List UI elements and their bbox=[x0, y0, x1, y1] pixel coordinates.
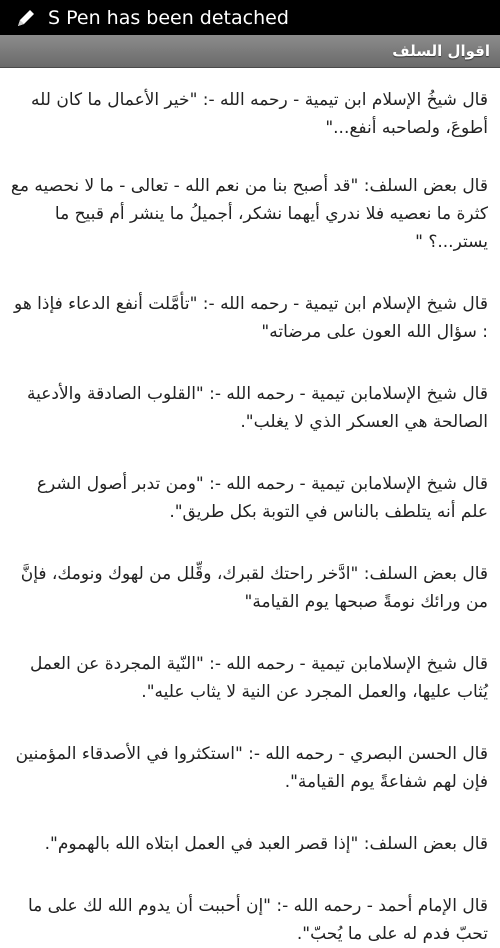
quote-item: قال شيخ الإسلامابن تيمية - رحمه الله -: "النّية المجردة عن العمل يُثاب عليها، والعمل المجرد عن النية لا يثاب عليه". bbox=[30, 654, 488, 702]
quote-item: قال شيخ الإسلامابن تيمية - رحمه الله -: "القلوب الصادقة والأدعية الصالحة هي العسكر الذي لا يغلب". bbox=[26, 384, 488, 432]
page-header bbox=[0, 35, 500, 68]
status-bar bbox=[0, 0, 500, 35]
pen-icon bbox=[12, 4, 40, 32]
quote-item: قال شيخُ الإسلام ابن تيمية - رحمه الله -: "خير الأعمال ما كان لله أطوعَ، ولصاحبه أنفع..." bbox=[31, 90, 488, 138]
quote-item: قال شيخ الإسلام ابن تيمية - رحمه الله -: "تأمَّلت أنفع الدعاء فإذا هو : سؤال الله العون على مرضاته" bbox=[14, 294, 488, 342]
quotes-list[interactable] bbox=[0, 68, 500, 944]
quote-item: قال بعض السلف: "قد أصبح بنا من نعم الله - تعالى - ما لا نحصيه مع كثرة ما نعصيه فلا ندري أيهما نشكر، أجميلُ ما ينشر أم قبيح ما يستر...؟ " bbox=[10, 176, 488, 252]
quote-item: قال الحسن البصري - رحمه الله -: "استكثروا في الأصدقاء المؤمنين فإن لهم شفاعةً يوم القيامة". bbox=[15, 744, 488, 792]
quote-item: قال بعض السلف: "إذا قصر العبد في العمل ابتلاه الله بالهموم". bbox=[44, 834, 488, 854]
quote-item: قال الإمام أحمد - رحمه الله -: "إن أحببت أن يدوم الله لك على ما تحبّ فدم له على ما يُحبّ". bbox=[27, 896, 488, 944]
quote-item: قال شيخ الإسلامابن تيمية - رحمه الله -: "ومن تدبر أصول الشرع علم أنه يتلطف بالناس في التوبة بكل طريق". bbox=[36, 474, 488, 522]
quote-item: قال بعض السلف: "ادَّخر راحتك لقبرك، وقِّلل من لهوك ونومك، فإنَّ من ورائك نومةً صبحها يوم القيامة" bbox=[20, 564, 488, 612]
page-title: اقوال السلف bbox=[392, 42, 490, 60]
status-notification: S Pen has been detached bbox=[48, 6, 289, 29]
